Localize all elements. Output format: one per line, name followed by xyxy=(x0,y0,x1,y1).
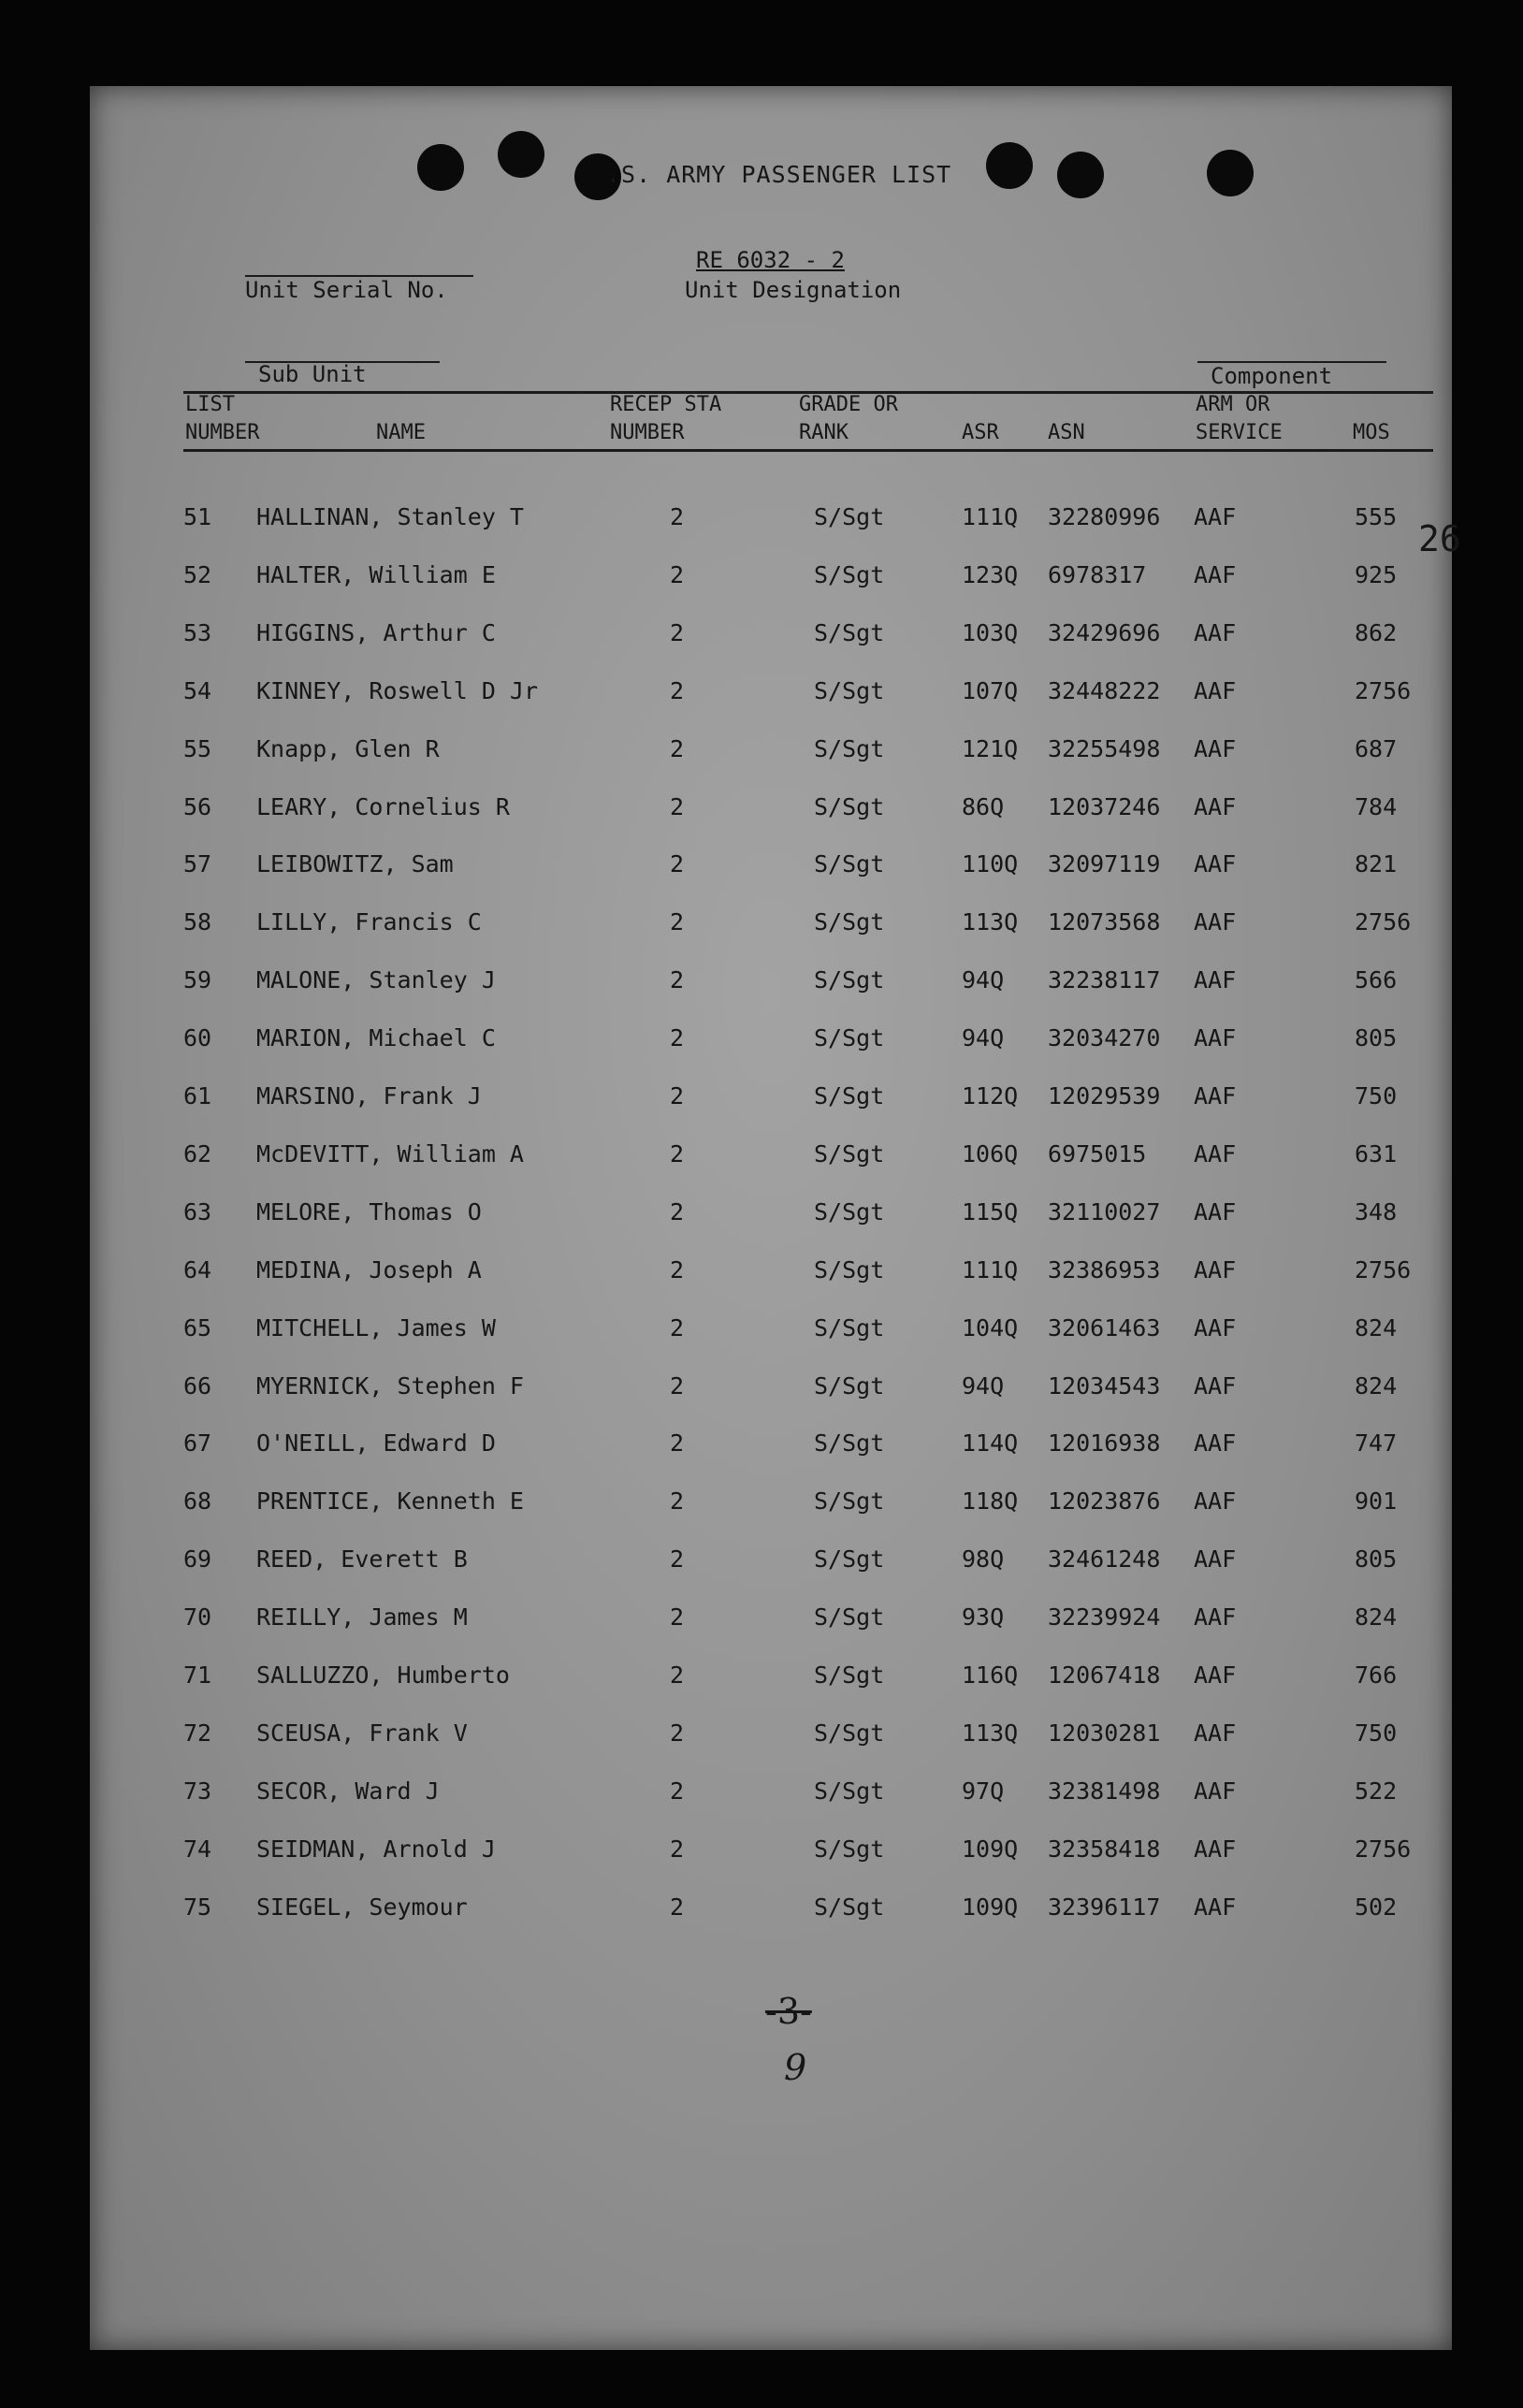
table-row xyxy=(90,793,1452,831)
asr-cell: 110Q xyxy=(962,850,1019,878)
recep-sta-number-cell: 2 xyxy=(670,1371,685,1400)
arm-or-service-cell: AAF xyxy=(1194,503,1237,530)
list-number-cell: 65 xyxy=(183,1313,212,1342)
asn-cell: 32034270 xyxy=(1048,1024,1161,1052)
recep-sta-number-cell: 2 xyxy=(670,1024,685,1052)
grade-cell: S/Sgt xyxy=(814,1371,885,1400)
list-number-cell: 57 xyxy=(183,850,212,878)
table-row xyxy=(90,1603,1452,1641)
recep-sta-number-cell: 2 xyxy=(670,1661,685,1689)
arm-or-service-cell: AAF xyxy=(1194,1661,1237,1689)
grade-cell: S/Sgt xyxy=(814,1545,885,1574)
grade-cell: S/Sgt xyxy=(814,1082,885,1110)
grade-cell: S/Sgt xyxy=(814,1777,885,1805)
list-number-cell: 61 xyxy=(183,1082,212,1110)
table-row xyxy=(90,1487,1452,1525)
list-number-cell: 66 xyxy=(183,1371,212,1400)
grade-cell: S/Sgt xyxy=(814,1835,885,1863)
recep-sta-number-cell: 2 xyxy=(670,560,685,588)
name-cell: HIGGINS, Arthur C xyxy=(256,618,496,646)
table-row xyxy=(90,1256,1452,1294)
table-row xyxy=(90,503,1452,541)
arm-or-service-cell: AAF xyxy=(1194,792,1237,820)
grade-cell: S/Sgt xyxy=(814,503,885,530)
arm-or-service-cell: AAF xyxy=(1194,560,1237,588)
name-cell: LILLY, Francis C xyxy=(256,908,482,936)
table-row xyxy=(90,1314,1452,1352)
asn-cell: 32239924 xyxy=(1048,1603,1161,1632)
asn-cell: 32429696 xyxy=(1048,618,1161,646)
document-title: .S. ARMY PASSENGER LIST xyxy=(606,161,952,188)
asr-cell: 123Q xyxy=(962,560,1019,588)
recep-sta-number-cell: 2 xyxy=(670,792,685,820)
table-row xyxy=(90,966,1452,1004)
mos-cell: 766 xyxy=(1355,1661,1398,1689)
asr-cell: 94Q xyxy=(962,1024,1005,1052)
asn-cell: 12029539 xyxy=(1048,1082,1161,1110)
asn-cell: 32255498 xyxy=(1048,734,1161,762)
recep-sta-number-cell: 2 xyxy=(670,1603,685,1632)
asr-cell: 112Q xyxy=(962,1082,1019,1110)
list-number-cell: 52 xyxy=(183,560,212,588)
asn-cell: 12030281 xyxy=(1048,1719,1161,1747)
recep-sta-number-cell: 2 xyxy=(670,503,685,530)
table-row xyxy=(90,619,1452,657)
list-number-cell: 70 xyxy=(183,1603,212,1632)
asn-cell: 32238117 xyxy=(1048,966,1161,994)
asr-cell: 113Q xyxy=(962,1719,1019,1747)
recep-sta-number-cell: 2 xyxy=(670,1082,685,1110)
recep-sta-number-cell: 2 xyxy=(670,734,685,762)
name-cell: KINNEY, Roswell D Jr xyxy=(256,676,539,704)
table-row xyxy=(90,1893,1452,1931)
header-list-number: LIST NUMBER xyxy=(185,393,260,444)
name-cell: PRENTICE, Kenneth E xyxy=(256,1487,524,1516)
list-number-cell: 69 xyxy=(183,1545,212,1574)
asr-cell: 93Q xyxy=(962,1603,1005,1632)
document-sheet xyxy=(90,86,1461,2350)
name-cell: HALTER, William E xyxy=(256,560,496,588)
asr-cell: 103Q xyxy=(962,618,1019,646)
recep-sta-number-cell: 2 xyxy=(670,676,685,704)
table-row xyxy=(90,677,1452,715)
asn-cell: 32396117 xyxy=(1048,1893,1161,1921)
header-mos: MOS xyxy=(1353,421,1390,444)
asn-cell: 12034543 xyxy=(1048,1371,1161,1400)
list-number-cell: 60 xyxy=(183,1024,212,1052)
asn-cell: 6978317 xyxy=(1048,560,1147,588)
list-number-cell: 54 xyxy=(183,676,212,704)
asr-cell: 115Q xyxy=(962,1197,1019,1226)
header-bottom-rule xyxy=(183,449,1433,452)
asn-cell: 12023876 xyxy=(1048,1487,1161,1516)
list-number-cell: 68 xyxy=(183,1487,212,1516)
list-number-cell: 74 xyxy=(183,1835,212,1863)
name-cell: MALONE, Stanley J xyxy=(256,966,496,994)
list-number-cell: 59 xyxy=(183,966,212,994)
asr-cell: 104Q xyxy=(962,1313,1019,1342)
mos-cell: 750 xyxy=(1355,1082,1398,1110)
grade-cell: S/Sgt xyxy=(814,966,885,994)
margin-note: 26 xyxy=(1418,518,1461,559)
grade-cell: S/Sgt xyxy=(814,1429,885,1458)
arm-or-service-cell: AAF xyxy=(1194,1139,1237,1168)
recep-sta-number-cell: 2 xyxy=(670,1777,685,1805)
unit-serial-rule xyxy=(245,275,473,277)
table-row xyxy=(90,1082,1452,1120)
grade-cell: S/Sgt xyxy=(814,1255,885,1284)
arm-or-service-cell: AAF xyxy=(1194,850,1237,878)
table-row xyxy=(90,1777,1452,1815)
list-number-cell: 58 xyxy=(183,908,212,936)
name-cell: MARSINO, Frank J xyxy=(256,1082,482,1110)
grade-cell: S/Sgt xyxy=(814,676,885,704)
mos-cell: 348 xyxy=(1355,1197,1398,1226)
recep-sta-number-cell: 2 xyxy=(670,1139,685,1168)
table-row xyxy=(90,1545,1452,1583)
arm-or-service-cell: AAF xyxy=(1194,1313,1237,1342)
grade-cell: S/Sgt xyxy=(814,1024,885,1052)
name-cell: LEIBOWITZ, Sam xyxy=(256,850,454,878)
table-row xyxy=(90,1661,1452,1699)
arm-or-service-cell: AAF xyxy=(1194,966,1237,994)
mos-cell: 862 xyxy=(1355,618,1398,646)
arm-or-service-cell: AAF xyxy=(1194,1371,1237,1400)
header-grade-or-rank: GRADE OR RANK xyxy=(799,393,898,444)
name-cell: MYERNICK, Stephen F xyxy=(256,1371,524,1400)
mos-cell: 2756 xyxy=(1355,1835,1412,1863)
grade-cell: S/Sgt xyxy=(814,618,885,646)
asr-cell: 86Q xyxy=(962,792,1005,820)
table-row xyxy=(90,1719,1452,1757)
mos-cell: 555 xyxy=(1355,503,1398,530)
asr-cell: 114Q xyxy=(962,1429,1019,1458)
mos-cell: 502 xyxy=(1355,1893,1398,1921)
mos-cell: 901 xyxy=(1355,1487,1398,1516)
mos-cell: 2756 xyxy=(1355,908,1412,936)
name-cell: REILLY, James M xyxy=(256,1603,468,1632)
asr-cell: 109Q xyxy=(962,1893,1019,1921)
grade-cell: S/Sgt xyxy=(814,1603,885,1632)
asn-cell: 32061463 xyxy=(1048,1313,1161,1342)
name-cell: HALLINAN, Stanley T xyxy=(256,503,524,530)
binder-hole xyxy=(1207,150,1254,196)
recep-sta-number-cell: 2 xyxy=(670,1545,685,1574)
asr-cell: 97Q xyxy=(962,1777,1005,1805)
asn-cell: 32381498 xyxy=(1048,1777,1161,1805)
asr-cell: 107Q xyxy=(962,676,1019,704)
asn-cell: 32097119 xyxy=(1048,850,1161,878)
name-cell: SEIDMAN, Arnold J xyxy=(256,1835,496,1863)
grade-cell: S/Sgt xyxy=(814,1313,885,1342)
asn-cell: 32280996 xyxy=(1048,503,1161,530)
binder-hole xyxy=(498,131,544,178)
list-number-cell: 67 xyxy=(183,1429,212,1458)
arm-or-service-cell: AAF xyxy=(1194,1777,1237,1805)
asn-cell: 32461248 xyxy=(1048,1545,1161,1574)
arm-or-service-cell: AAF xyxy=(1194,734,1237,762)
mos-cell: 824 xyxy=(1355,1371,1398,1400)
table-row xyxy=(90,1372,1452,1410)
table-row xyxy=(90,735,1452,773)
unit-code: RE 6032 - 2 xyxy=(696,247,845,273)
asr-cell: 94Q xyxy=(962,966,1005,994)
binder-hole xyxy=(417,144,464,191)
list-number-cell: 62 xyxy=(183,1139,212,1168)
name-cell: MARION, Michael C xyxy=(256,1024,496,1052)
arm-or-service-cell: AAF xyxy=(1194,1429,1237,1458)
arm-or-service-cell: AAF xyxy=(1194,676,1237,704)
header-name: NAME xyxy=(376,421,426,444)
grade-cell: S/Sgt xyxy=(814,1661,885,1689)
name-cell: O'NEILL, Edward D xyxy=(256,1429,496,1458)
arm-or-service-cell: AAF xyxy=(1194,1082,1237,1110)
asr-cell: 116Q xyxy=(962,1661,1019,1689)
name-cell: MEDINA, Joseph A xyxy=(256,1255,482,1284)
mos-cell: 805 xyxy=(1355,1545,1398,1574)
mos-cell: 784 xyxy=(1355,792,1398,820)
header-arm-or-service: ARM OR SERVICE xyxy=(1196,393,1283,444)
grade-cell: S/Sgt xyxy=(814,560,885,588)
mos-cell: 2756 xyxy=(1355,676,1412,704)
mos-cell: 566 xyxy=(1355,966,1398,994)
list-number-cell: 75 xyxy=(183,1893,212,1921)
list-number-cell: 51 xyxy=(183,503,212,530)
asn-cell: 12016938 xyxy=(1048,1429,1161,1458)
mos-cell: 821 xyxy=(1355,850,1398,878)
asn-cell: 12037246 xyxy=(1048,792,1161,820)
arm-or-service-cell: AAF xyxy=(1194,1024,1237,1052)
mos-cell: 747 xyxy=(1355,1429,1398,1458)
list-number-cell: 72 xyxy=(183,1719,212,1747)
grade-cell: S/Sgt xyxy=(814,850,885,878)
name-cell: SIEGEL, Seymour xyxy=(256,1893,468,1921)
grade-cell: S/Sgt xyxy=(814,1893,885,1921)
binder-hole xyxy=(986,142,1033,189)
asr-cell: 113Q xyxy=(962,908,1019,936)
table-row xyxy=(90,1835,1452,1873)
name-cell: SECOR, Ward J xyxy=(256,1777,440,1805)
asr-cell: 109Q xyxy=(962,1835,1019,1863)
mos-cell: 631 xyxy=(1355,1139,1398,1168)
unit-serial-label: Unit Serial No. xyxy=(245,277,448,303)
list-number-cell: 63 xyxy=(183,1197,212,1226)
arm-or-service-cell: AAF xyxy=(1194,1719,1237,1747)
arm-or-service-cell: AAF xyxy=(1194,1603,1237,1632)
arm-or-service-cell: AAF xyxy=(1194,1545,1237,1574)
table-row xyxy=(90,1198,1452,1236)
recep-sta-number-cell: 2 xyxy=(670,1835,685,1863)
arm-or-service-cell: AAF xyxy=(1194,1893,1237,1921)
list-number-cell: 71 xyxy=(183,1661,212,1689)
asr-cell: 111Q xyxy=(962,1255,1019,1284)
asn-cell: 32358418 xyxy=(1048,1835,1161,1863)
asr-cell: 98Q xyxy=(962,1545,1005,1574)
asn-cell: 32448222 xyxy=(1048,676,1161,704)
asr-cell: 106Q xyxy=(962,1139,1019,1168)
arm-or-service-cell: AAF xyxy=(1194,1197,1237,1226)
name-cell: LEARY, Cornelius R xyxy=(256,792,510,820)
name-cell: SALLUZZO, Humberto xyxy=(256,1661,510,1689)
recep-sta-number-cell: 2 xyxy=(670,908,685,936)
list-number-cell: 56 xyxy=(183,792,212,820)
arm-or-service-cell: AAF xyxy=(1194,908,1237,936)
table-row xyxy=(90,1429,1452,1467)
name-cell: McDEVITT, William A xyxy=(256,1139,524,1168)
mos-cell: 925 xyxy=(1355,560,1398,588)
recep-sta-number-cell: 2 xyxy=(670,1197,685,1226)
mos-cell: 824 xyxy=(1355,1313,1398,1342)
mos-cell: 750 xyxy=(1355,1719,1398,1747)
asr-cell: 121Q xyxy=(962,734,1019,762)
grade-cell: S/Sgt xyxy=(814,792,885,820)
arm-or-service-cell: AAF xyxy=(1194,1487,1237,1516)
recep-sta-number-cell: 2 xyxy=(670,850,685,878)
unit-designation-label: Unit Designation xyxy=(685,277,902,303)
component-label: Component xyxy=(1211,363,1333,389)
table-row xyxy=(90,1140,1452,1178)
grade-cell: S/Sgt xyxy=(814,1719,885,1747)
list-number-cell: 55 xyxy=(183,734,212,762)
list-number-cell: 53 xyxy=(183,618,212,646)
page-number-struck: -3- xyxy=(765,1991,812,2032)
page-number-handwritten: 9 xyxy=(784,2047,807,2088)
grade-cell: S/Sgt xyxy=(814,1139,885,1168)
grade-cell: S/Sgt xyxy=(814,908,885,936)
asn-cell: 12067418 xyxy=(1048,1661,1161,1689)
recep-sta-number-cell: 2 xyxy=(670,1719,685,1747)
asn-cell: 12073568 xyxy=(1048,908,1161,936)
asr-cell: 118Q xyxy=(962,1487,1019,1516)
mos-cell: 805 xyxy=(1355,1024,1398,1052)
recep-sta-number-cell: 2 xyxy=(670,1313,685,1342)
list-number-cell: 64 xyxy=(183,1255,212,1284)
table-row xyxy=(90,850,1452,888)
recep-sta-number-cell: 2 xyxy=(670,1255,685,1284)
binder-hole xyxy=(1057,152,1104,198)
grade-cell: S/Sgt xyxy=(814,1487,885,1516)
header-asr: ASR xyxy=(962,421,999,444)
grade-cell: S/Sgt xyxy=(814,1197,885,1226)
sub-unit-label: Sub Unit xyxy=(258,361,367,387)
name-cell: MITCHELL, James W xyxy=(256,1313,496,1342)
recep-sta-number-cell: 2 xyxy=(670,1487,685,1516)
asr-cell: 94Q xyxy=(962,1371,1005,1400)
asn-cell: 6975015 xyxy=(1048,1139,1147,1168)
arm-or-service-cell: AAF xyxy=(1194,1835,1237,1863)
name-cell: MELORE, Thomas O xyxy=(256,1197,482,1226)
asn-cell: 32386953 xyxy=(1048,1255,1161,1284)
asr-cell: 111Q xyxy=(962,503,1019,530)
mos-cell: 687 xyxy=(1355,734,1398,762)
table-row xyxy=(90,1024,1452,1062)
name-cell: SCEUSA, Frank V xyxy=(256,1719,468,1747)
mos-cell: 2756 xyxy=(1355,1255,1412,1284)
recep-sta-number-cell: 2 xyxy=(670,966,685,994)
list-number-cell: 73 xyxy=(183,1777,212,1805)
mos-cell: 824 xyxy=(1355,1603,1398,1632)
header-asn: ASN xyxy=(1048,421,1085,444)
arm-or-service-cell: AAF xyxy=(1194,1255,1237,1284)
name-cell: REED, Everett B xyxy=(256,1545,468,1574)
table-row xyxy=(90,908,1452,946)
arm-or-service-cell: AAF xyxy=(1194,618,1237,646)
header-recep-sta-number: RECEP STA NUMBER xyxy=(610,393,722,444)
name-cell: Knapp, Glen R xyxy=(256,734,440,762)
recep-sta-number-cell: 2 xyxy=(670,1893,685,1921)
grade-cell: S/Sgt xyxy=(814,734,885,762)
asn-cell: 32110027 xyxy=(1048,1197,1161,1226)
recep-sta-number-cell: 2 xyxy=(670,618,685,646)
table-row xyxy=(90,561,1452,599)
mos-cell: 522 xyxy=(1355,1777,1398,1805)
recep-sta-number-cell: 2 xyxy=(670,1429,685,1458)
